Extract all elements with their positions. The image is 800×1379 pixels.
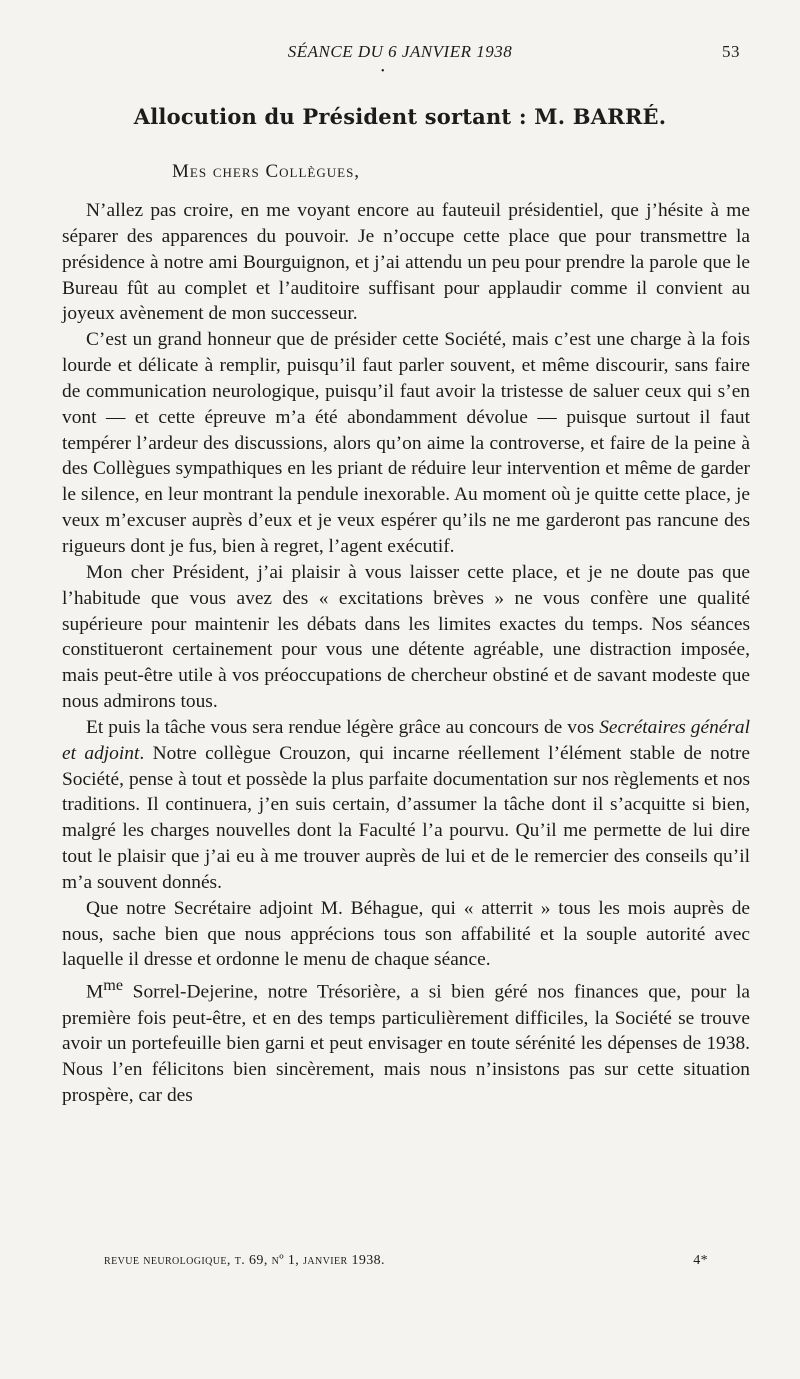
page-number: 53	[722, 42, 740, 61]
paragraph: Mon cher Président, j’ai plaisir à vous laisser cette place, et je ne doute pas que l’habitude que vous avez des « excitations brèves » ne vous confère une qualité supérieure pour maintenir les débats dans les limites exactes du temps. Nos séances constitueront certainement pour vous une détente agréable, une distraction imposée, mais peut-être utile à vos préoccupations de chercheur obstiné et de savant modeste que nous admirons tous.	[62, 561, 750, 713]
print-speck: •	[381, 66, 385, 77]
article-title: Allocution du Président sortant : M. BARRÉ.	[133, 104, 667, 129]
title-abbreviation: M	[86, 981, 104, 1003]
page-footer	[104, 1253, 708, 1269]
paragraph-text: Sorrel-Dejerine, notre Trésorière, a si bien géré nos finances que, pour la première fois peut-être, et en des temps particulièrement difficiles, la Société se trouve avoir un portefeuille bien garni et peut envisager en toute sérénité les dépenses de 1938. Nous l’en félicitons bien sincèrement, mais nous n’insistons pas sur cette situation prospère, car des	[62, 981, 750, 1107]
paragraph-tresoriere	[62, 973, 750, 1109]
secretaries-emphasis: Secrétaires général et adjoint	[62, 716, 750, 764]
paragraph: N’allez pas croire, en me voyant encore au fauteuil présidentiel, que j’hésite à me séparer des apparences du pouvoir. Je n’occupe cette place que pour transmettre la présidence à notre ami Bourguignon, et j’ai attendu un peu pour prendre la parole que le Bureau fût au complet et l’auditoire suffisant pour applaudir comme il convient au joyeux avènement de mon successeur.	[62, 200, 750, 325]
paragraph-text: . Notre collègue Crouzon, qui incarne réellement l’élément stable de notre Société, pense à tout et possède la plus parfaite documentation sur nos règlements et nos traditions. Il continuera, j’en suis certain, d’assumer la tâche dont il s’acquitte si bien, malgré les charges nouvelles dont la Faculté l’a pourvu. Qu’il me permette de lui dire tout le plaisir que j’ai eu à me trouver auprès de lui et de le remercier des conseils qu’il m’a souvent donnés.	[62, 742, 750, 893]
paragraph: Que notre Secrétaire adjoint M. Béhague, qui « atterrit » tous les mois auprès de nous, sache bien que nous apprécions tous son affabilité et la souple autorité avec laquelle il dresse et ordonne le menu de chaque séance.	[62, 897, 750, 971]
paragraph-text: Et puis la tâche vous sera rendue légère grâce au concours de vos	[86, 716, 600, 738]
running-title: SÉANCE DU 6 JANVIER 1938	[287, 42, 513, 61]
salutation: Mes chers Collègues,	[172, 161, 361, 182]
signature-mark: 4*	[693, 1253, 708, 1268]
journal-citation: revue neurologique, t. 69, nº 1, janvier 1938.	[104, 1253, 385, 1268]
paragraph: C’est un grand honneur que de présider cette Société, mais c’est une charge à la fois lourde et délicate à remplir, puisqu’il faut parler souvent, et même discourir, sans faire de communication neurologique, puisqu’il faut avoir la tristesse de saluer ceux qui s’en vont — et cette épreuve m’a été abondamment dévolue — puisque surtout il faut tempérer l’ardeur des discussions, alors qu’on aime la controverse, et faire de la peine à des Collègues sympathiques en les priant de réduire leur intervention et même de garder le silence, en leur montrant la pendule inexorable. Au moment où je quitte cette place, je veux m’excuser auprès d’eux et je veux espérer qu’ils ne me garderont pas rancune des rigueurs dont je fus, bien à regret, l’agent exécutif.	[62, 329, 750, 557]
article-body	[62, 198, 750, 1109]
paragraph-secretaries	[62, 715, 750, 896]
title-superscript: me	[103, 977, 123, 995]
